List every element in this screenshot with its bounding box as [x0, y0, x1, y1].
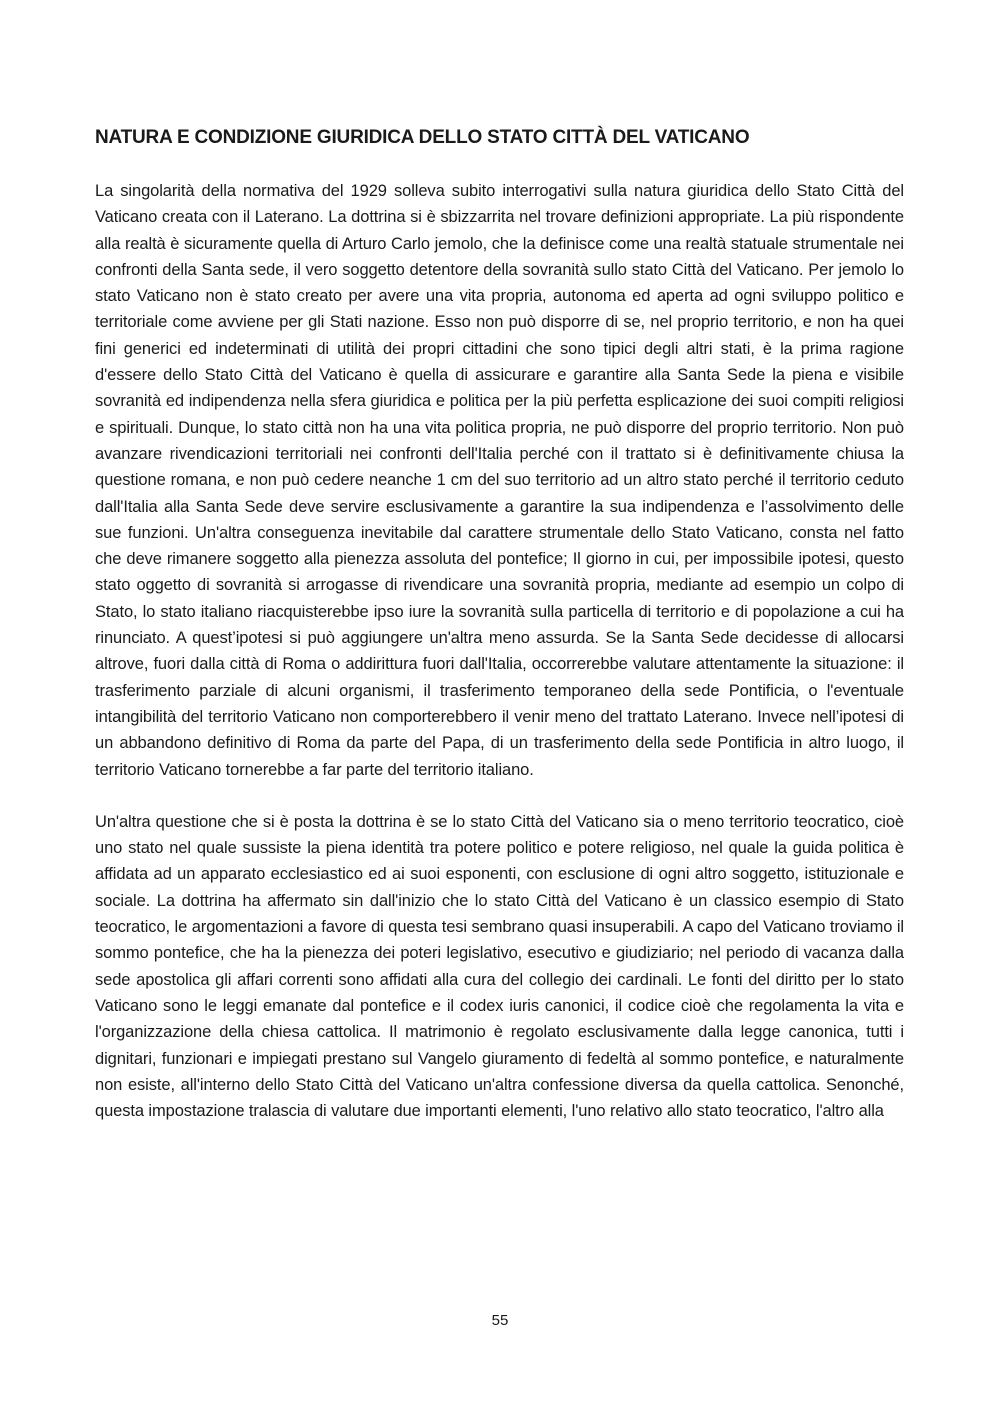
- paragraph-2: Un'altra questione che si è posta la dottrina è se lo stato Città del Vaticano sia o meno territorio teocratico, cioè uno stato nel quale sussiste la piena identità tra potere politico e potere religioso, nel quale la guida politica è affidata ad un apparato ecclesiastico ed ai suoi esponenti, con esclusione di ogni altro soggetto, istituzionale e sociale. La dottrina ha affermato sin dall'inizio che lo stato Città del Vaticano è un classico esempio di Stato teocratico, le argomentazioni a favore di questa tesi sembrano quasi insuperabili. A capo del Vaticano troviamo il sommo pontefice, che ha la pienezza dei poteri legislativo, esecutivo e giudiziario; nel periodo di vacanza dalla sede apostolica gli affari correnti sono affidati alla cura del collegio dei cardinali. Le fonti del diritto per lo stato Vaticano sono le leggi emanate dal pontefice e il codex iuris canonici, il codice cioè che regolamenta la vita e l'organizzazione della chiesa cattolica. Il matrimonio è regolato esclusivamente dalla legge canonica, tutti i dignitari, funzionari e impiegati prestano sul Vangelo giuramento di fedeltà al sommo pontefice, e naturalmente non esiste, all'interno dello Stato Città del Vaticano un'altra confessione diversa da quella cattolica. Senonché, questa impostazione tralascia di valutare due importanti elementi, l'uno relativo allo stato teocratico, l'altro alla: [95, 812, 904, 1121]
- page-number: 55: [491, 1312, 509, 1329]
- document-page: [95, 126, 904, 1150]
- document-title: NATURA E CONDIZIONE GIURIDICA DELLO STATO CITTÀ DEL VATICANO: [95, 127, 750, 148]
- paragraph-1: La singolarità della normativa del 1929 solleva subito interrogativi sulla natura giuridica dello Stato Città del Vaticano creata con il Laterano. La dottrina si è sbizzarrita nel trovare definizioni appropriate. La più rispondente alla realtà è sicuramente quella di Arturo Carlo jemolo, che la definisce come una realtà statuale strumentale nei confronti della Santa sede, il vero soggetto detentore della sovranità sullo stato Città del Vaticano. Per jemolo lo stato Vaticano non è stato creato per avere una vita propria, autonoma ed aperta ad ogni sviluppo politico e territoriale come avviene per gli Stati nazione. Esso non può disporre di se, nel proprio territorio, e non ha quei fini generici ed indeterminati di utilità dei propri cittadini che sono tipici degli altri stati, è la prima ragione d'essere dello Stato Città del Vaticano è quella di assicurare e garantire alla Santa Sede la piena e visibile sovranità ed indipendenza nella sfera giuridica e politica per la più perfetta esplicazione dei suoi compiti religiosi e spirituali. Dunque, lo stato città non ha una vita politica propria, ne può disporre del proprio territorio. Non può avanzare rivendicazioni territoriali nei confronti dell'Italia perché con il trattato si è definitivamente chiusa la questione romana, e non può cedere neanche 1 cm del suo territorio ad un altro stato perché il territorio ceduto dall'Italia alla Santa Sede deve servire esclusivamente a garantire la sua indipendenza e l’assolvimento delle sue funzioni. Un'altra conseguenza inevitabile dal carattere strumentale dello Stato Vaticano, consta nel fatto che deve rimanere soggetto alla pienezza assoluta del pontefice; Il giorno in cui, per impossibile ipotesi, questo stato oggetto di sovranità si arrogasse di rivendicare una sovranità propria, mediante ad esempio un colpo di Stato, lo stato italiano riacquisterebbe ipso iure la sovranità sulla particella di territorio e di popolazione a cui ha rinunciato. A quest’ipotesi si può aggiungere un'altra meno assurda. Se la Santa Sede decidesse di allocarsi altrove, fuori dalla città di Roma o addirittura fuori dall'Italia, occorrerebbe valutare attentamente la situazione: il trasferimento parziale di alcuni organismi, il trasferimento temporaneo della sede Pontificia, o l'eventuale intangibilità del territorio Vaticano non comporterebbero il venir meno del trattato Laterano. Invece nell’ipotesi di un abbandono definitivo di Roma da parte del Papa, di un trasferimento della sede Pontificia in altro luogo, il territorio Vaticano tornerebbe a far parte del territorio italiano.: [95, 182, 904, 779]
